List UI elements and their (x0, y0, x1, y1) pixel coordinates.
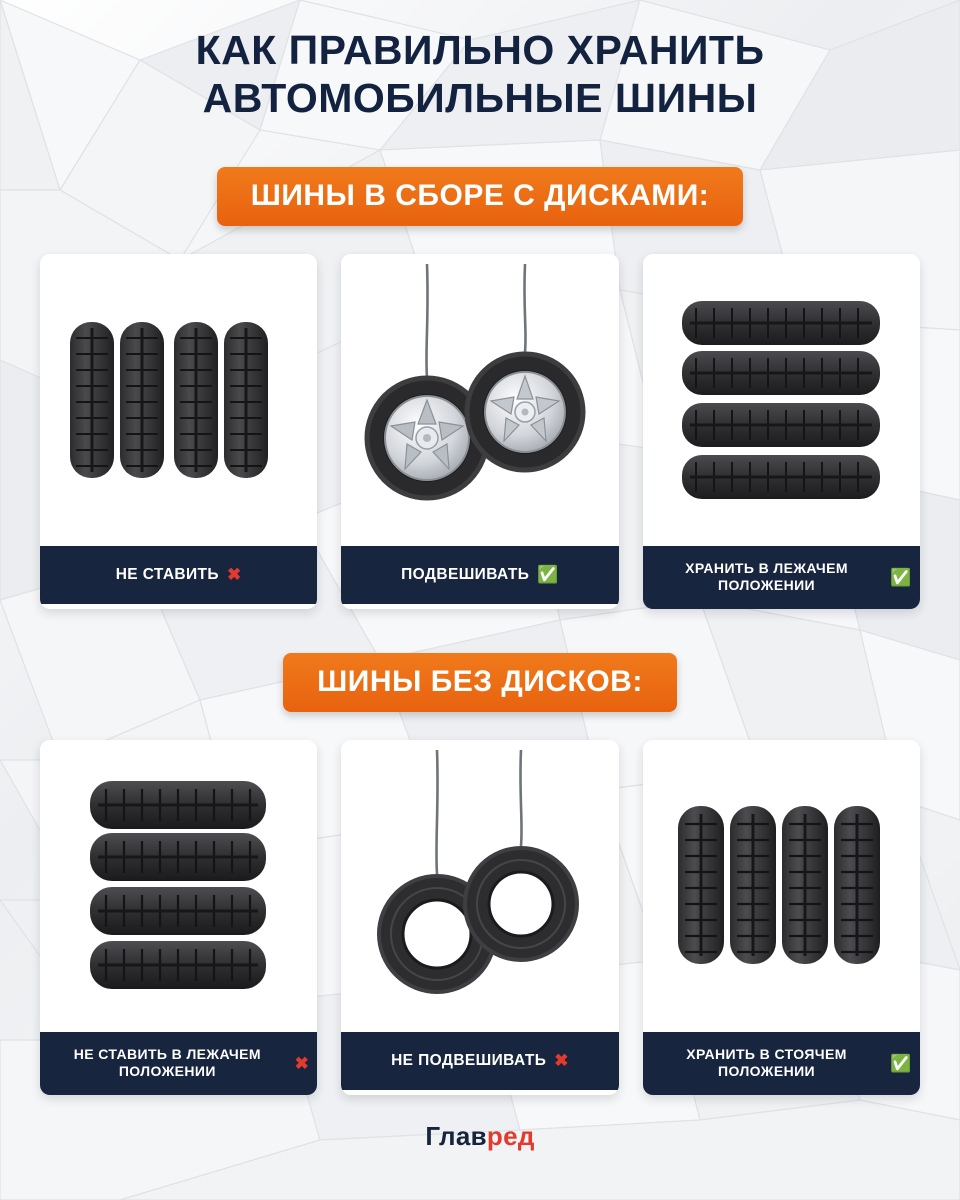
cross-icon: ✖ (554, 1051, 569, 1071)
illustration-tires-hanging-no-rims (341, 740, 618, 1032)
card-tires-standing-with-rims[interactable] (40, 254, 317, 609)
section-2-banner: ШИНЫ БЕЗ ДИСКОВ: (283, 653, 677, 712)
card-label-2-3 (643, 1032, 920, 1095)
page-title (40, 0, 920, 123)
section-2-cards (40, 740, 920, 1095)
card-label-text: ХРАНИТЬ В ЛЕЖАЧЕМ ПОЛОЖЕНИИ (685, 559, 848, 594)
page-title-line-1: КАК ПРАВИЛЬНО ХРАНИТЬ (195, 27, 765, 73)
card-label-text: НЕ СТАВИТЬ (115, 566, 219, 584)
card-tires-standing-no-rims[interactable] (643, 740, 920, 1095)
check-icon: ✅ (890, 567, 912, 587)
page-title-line-2: АВТОМОБИЛЬНЫЕ ШИНЫ (202, 75, 758, 122)
card-label-1-1 (40, 546, 317, 604)
section-1-banner-wrap (40, 167, 920, 226)
card-label-text: НЕ ПОДВЕШИВАТЬ (391, 1052, 547, 1070)
card-tires-hanging-no-rims[interactable] (341, 740, 618, 1095)
section-2-banner-wrap (40, 653, 920, 712)
card-wheels-hanging-with-rims[interactable] (341, 254, 618, 609)
check-icon: ✅ (537, 565, 559, 585)
card-label-2-1 (40, 1032, 317, 1095)
card-label-1-3 (643, 546, 920, 609)
illustration-tires-standing-with-rims (40, 254, 317, 546)
illustration-wheels-hanging-with-rims (341, 254, 618, 546)
brand-logo[interactable] (40, 1121, 920, 1152)
card-label-2-2 (341, 1032, 618, 1090)
card-wheels-stacked-with-rims[interactable] (643, 254, 920, 609)
illustration-wheels-stacked-with-rims (643, 254, 920, 546)
illustration-tires-standing-no-rims (643, 740, 920, 1032)
illustration-tires-stacked-no-rims (40, 740, 317, 1032)
card-tires-stacked-no-rims[interactable] (40, 740, 317, 1095)
cross-icon: ✖ (294, 1053, 310, 1073)
brand-logo-part-red: ред (486, 1120, 535, 1151)
card-label-text: ХРАНИТЬ В СТОЯЧЕМ ПОЛОЖЕНИИ (686, 1045, 847, 1080)
card-label-text: ПОДВЕШИВАТЬ (401, 566, 530, 584)
section-1-cards (40, 254, 920, 609)
section-1-banner: ШИНЫ В СБОРЕ С ДИСКАМИ: (217, 167, 744, 226)
cross-icon: ✖ (226, 565, 242, 585)
card-label-text: НЕ СТАВИТЬ В ЛЕЖАЧЕМ ПОЛОЖЕНИИ (73, 1045, 261, 1080)
brand-logo-part-dark: Глав (425, 1120, 487, 1151)
check-icon: ✅ (890, 1053, 912, 1073)
card-label-1-2 (341, 546, 618, 604)
